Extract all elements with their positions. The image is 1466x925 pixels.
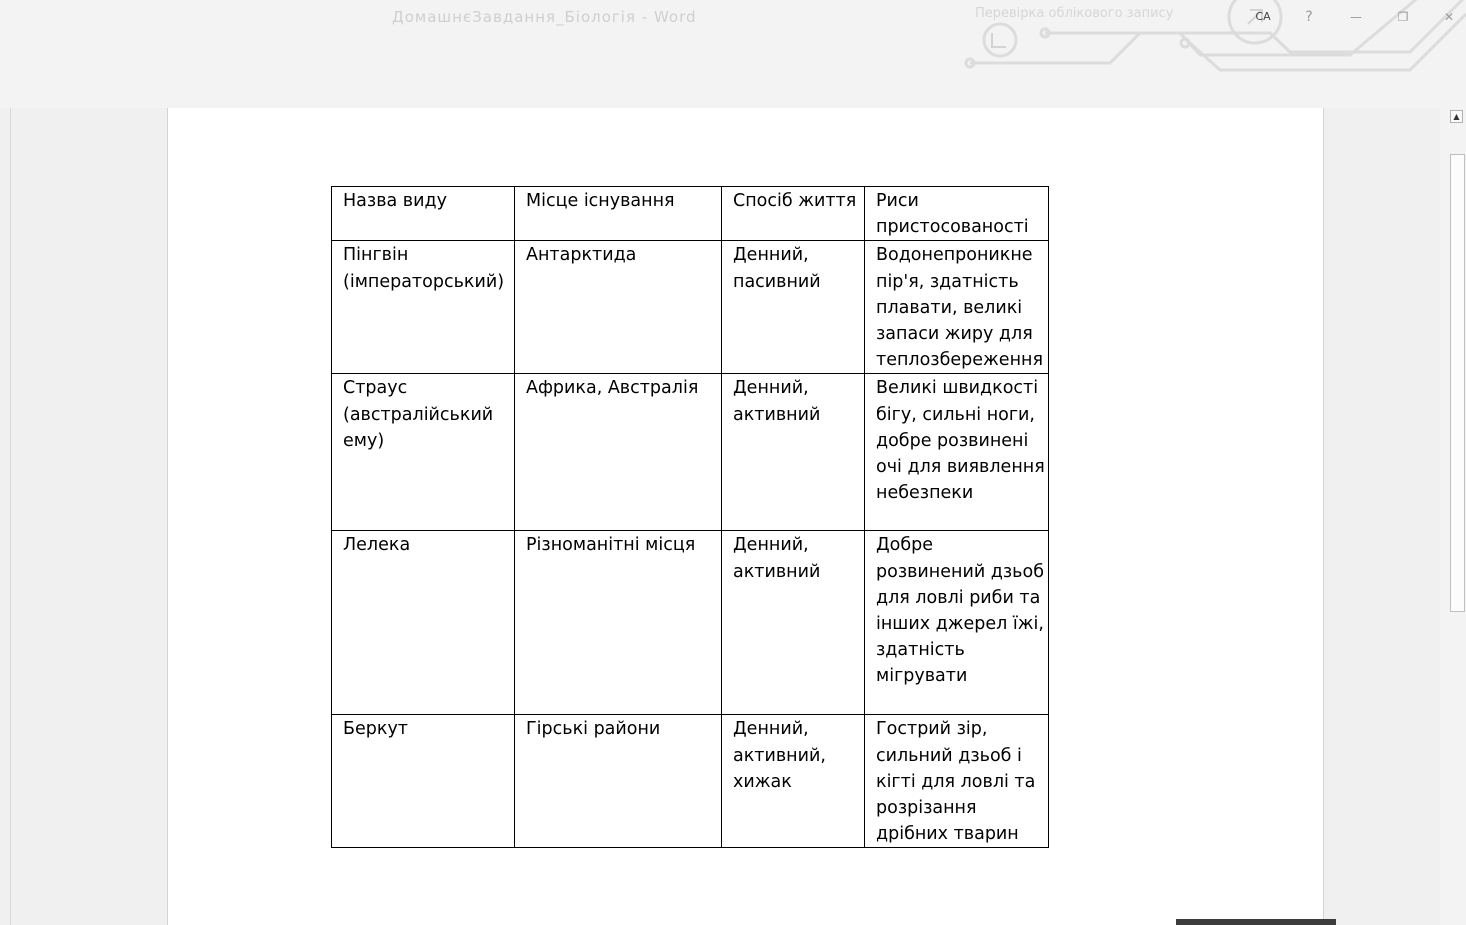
status-bar-edge: [1176, 919, 1336, 925]
table-row: [332, 374, 1049, 531]
table-row: [332, 715, 1049, 848]
close-button[interactable]: ✕: [1443, 10, 1455, 24]
table-cell[interactable]: Страус (австралійський ему): [332, 374, 515, 531]
title-bar: [0, 0, 1466, 108]
left-ruler-edge: [10, 108, 11, 925]
vertical-scrollbar[interactable]: [1440, 108, 1466, 925]
table-cell[interactable]: Гірські райони: [515, 715, 722, 848]
table-cell[interactable]: Денний, активний: [722, 374, 865, 531]
user-account-badge[interactable]: CA: [1255, 10, 1271, 23]
document-workspace: [0, 108, 1440, 925]
header-cell-adaptations[interactable]: Риси пристосованості: [865, 187, 1049, 241]
table-cell[interactable]: Беркут: [332, 715, 515, 848]
table-row: [332, 531, 1049, 715]
table-cell[interactable]: Різноманітні місця: [515, 531, 722, 715]
document-page[interactable]: [167, 108, 1324, 925]
circuit-decoration-icon: [930, 0, 1466, 108]
header-cell-species[interactable]: Назва виду: [332, 187, 515, 241]
header-cell-habitat[interactable]: Місце існування: [515, 187, 722, 241]
table-header-row: [332, 187, 1049, 241]
table-cell[interactable]: Антарктида: [515, 241, 722, 374]
table-cell[interactable]: Африка, Австралія: [515, 374, 722, 531]
scroll-up-arrow-icon[interactable]: ▲: [1450, 110, 1463, 123]
restore-button[interactable]: ❐: [1397, 10, 1409, 24]
table-cell[interactable]: Денний, пасивний: [722, 241, 865, 374]
species-table[interactable]: [331, 186, 1049, 848]
table-cell[interactable]: Денний, активний: [722, 531, 865, 715]
window-title: ДомашнєЗавдання_Біологія - Word: [392, 8, 697, 26]
scroll-thumb[interactable]: [1450, 154, 1465, 612]
table-cell[interactable]: Великі швидкості бігу, сильні ноги, добре розвинені очі для виявлення небезпеки: [865, 374, 1049, 531]
minimize-button[interactable]: —: [1350, 10, 1362, 24]
table-cell[interactable]: Гострий зір, сильний дзьоб і кігті для ловлі та розрізання дрібних тварин: [865, 715, 1049, 848]
table-cell[interactable]: Лелека: [332, 531, 515, 715]
table-cell[interactable]: Водонепроникне пір'я, здатність плавати, великі запаси жиру для теплозбереження: [865, 241, 1049, 374]
header-cell-lifestyle[interactable]: Спосіб життя: [722, 187, 865, 241]
account-hint: Перевірка облікового запису: [975, 6, 1174, 21]
table-row: [332, 241, 1049, 374]
help-button[interactable]: ?: [1305, 9, 1313, 25]
table-cell[interactable]: Добре розвинений дзьоб для ловлі риби та інших джерел їжі, здатність мігрувати: [865, 531, 1049, 715]
table-cell[interactable]: Пінгвін (імператорський): [332, 241, 515, 374]
table-cell[interactable]: Денний, активний, хижак: [722, 715, 865, 848]
